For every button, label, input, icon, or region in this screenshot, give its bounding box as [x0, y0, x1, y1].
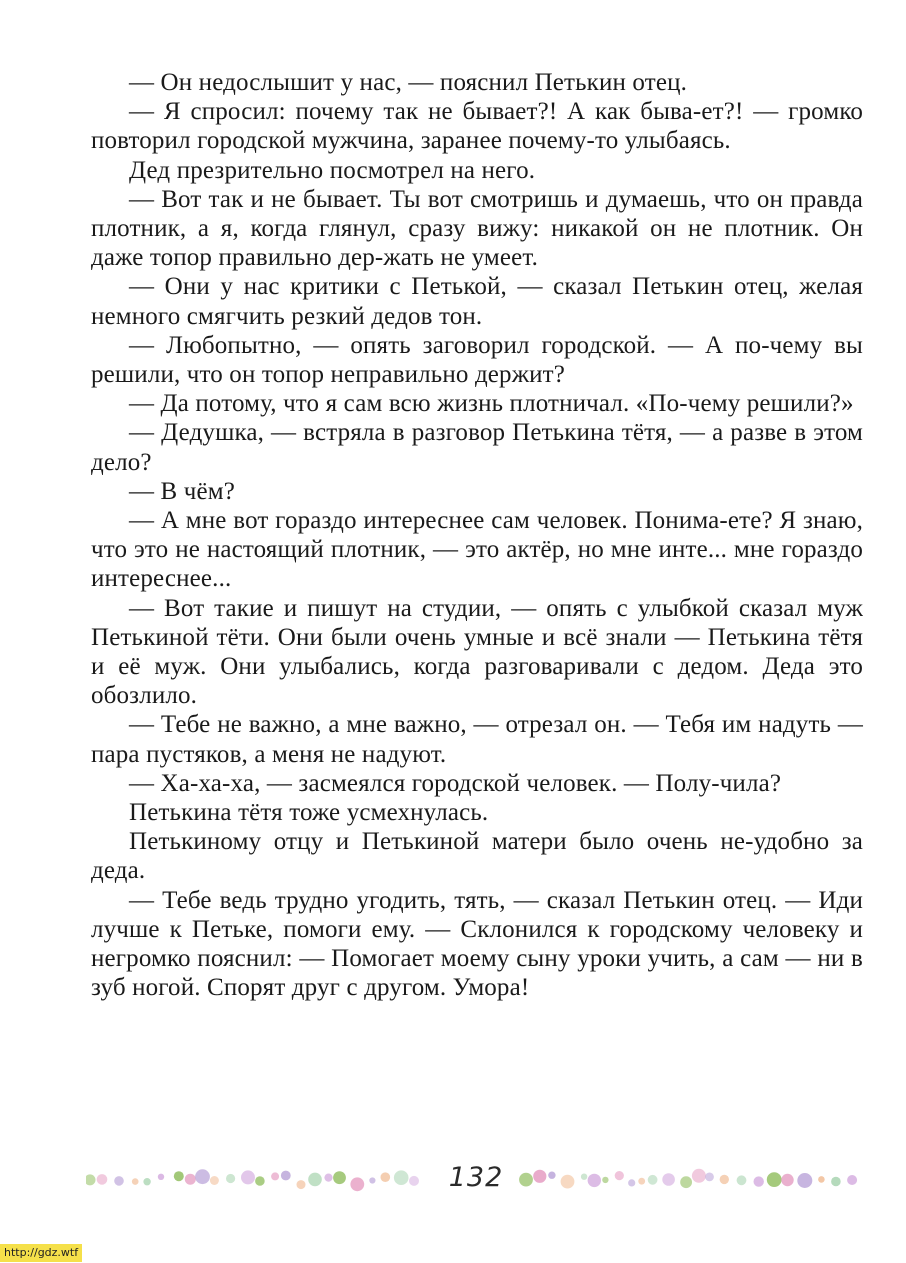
- paragraph: — Дедушка, — встряла в разговор Петькина тётя, — а разве в этом дело?: [91, 419, 863, 476]
- body-text: [91, 68, 863, 1003]
- paragraph: — А мне вот гораздо интереснее сам человек. Понима-ете? Я знаю, что это не настоящий плотник, — это актёр, но мне инте... мне гораздо интереснее...: [91, 507, 863, 593]
- page-number: 132: [439, 1162, 514, 1193]
- paragraph: — В чём?: [129, 477, 235, 505]
- paragraph: — Тебе не важно, а мне важно, — отрезал он. — Тебя им надуть — пара пустяков, а меня не надуют.: [91, 711, 863, 768]
- paragraph: — Он недослышит у нас, — пояснил Петькин отец.: [129, 69, 687, 96]
- paragraph: Петькина тётя тоже усмехнулась.: [129, 799, 489, 827]
- paragraph: Петькиному отцу и Петькиной матери было очень не-удобно за деда.: [91, 828, 863, 885]
- paragraph: — Я спросил: почему так не бывает?! А как быва-ет?! — громко повторил городской мужчина, заранее почему-то улыбаясь.: [91, 98, 863, 155]
- paragraph: — Тебе ведь трудно угодить, тять, — сказал Петькин отец. — Иди лучше к Петьке, помоги ему. — Склонился к городскому человеку и негромко пояснил: — Помогает моему сыну уроки учить, а сам — ни в зуб ногой. Спорят друг с другом. Умора!: [91, 886, 863, 1002]
- paragraph: — Любопытно, — опять заговорил городской. — А по-чему вы решили, что он топор неправильно держит?: [91, 331, 863, 389]
- paragraph: — Да потому, что я сам всю жизнь плотничал. «По-чему решили?»: [129, 390, 854, 418]
- page-number-wrap: [86, 1162, 866, 1193]
- paragraph: Дед презрительно посмотрел на него.: [129, 156, 536, 184]
- paragraph: — Вот так и не бывает. Ты вот смотришь и думаешь, что он правда плотник, а я, когда глянул, сразу вижу: никакой он не плотник. Он даже топор правильно дер-жать не умеет.: [91, 185, 863, 272]
- paragraph: — Вот такие и пишут на студии, — опять с улыбкой сказал муж Петькиной тёти. Они были очень умные и всё знали — Петькина тётя и её муж. Они улыбались, когда разговаривали с дедом. Деда это обозлило.: [91, 594, 863, 710]
- paragraph: — Ха-ха-ха, — засмеялся городской человек. — Полу-чила?: [129, 769, 782, 797]
- watermark-url: http://gdz.wtf: [0, 1244, 82, 1262]
- page-footer: [86, 1160, 866, 1200]
- paragraph: — Они у нас критики с Петькой, — сказал Петькин отец, желая немного смягчить резкий дедов тон.: [91, 273, 863, 330]
